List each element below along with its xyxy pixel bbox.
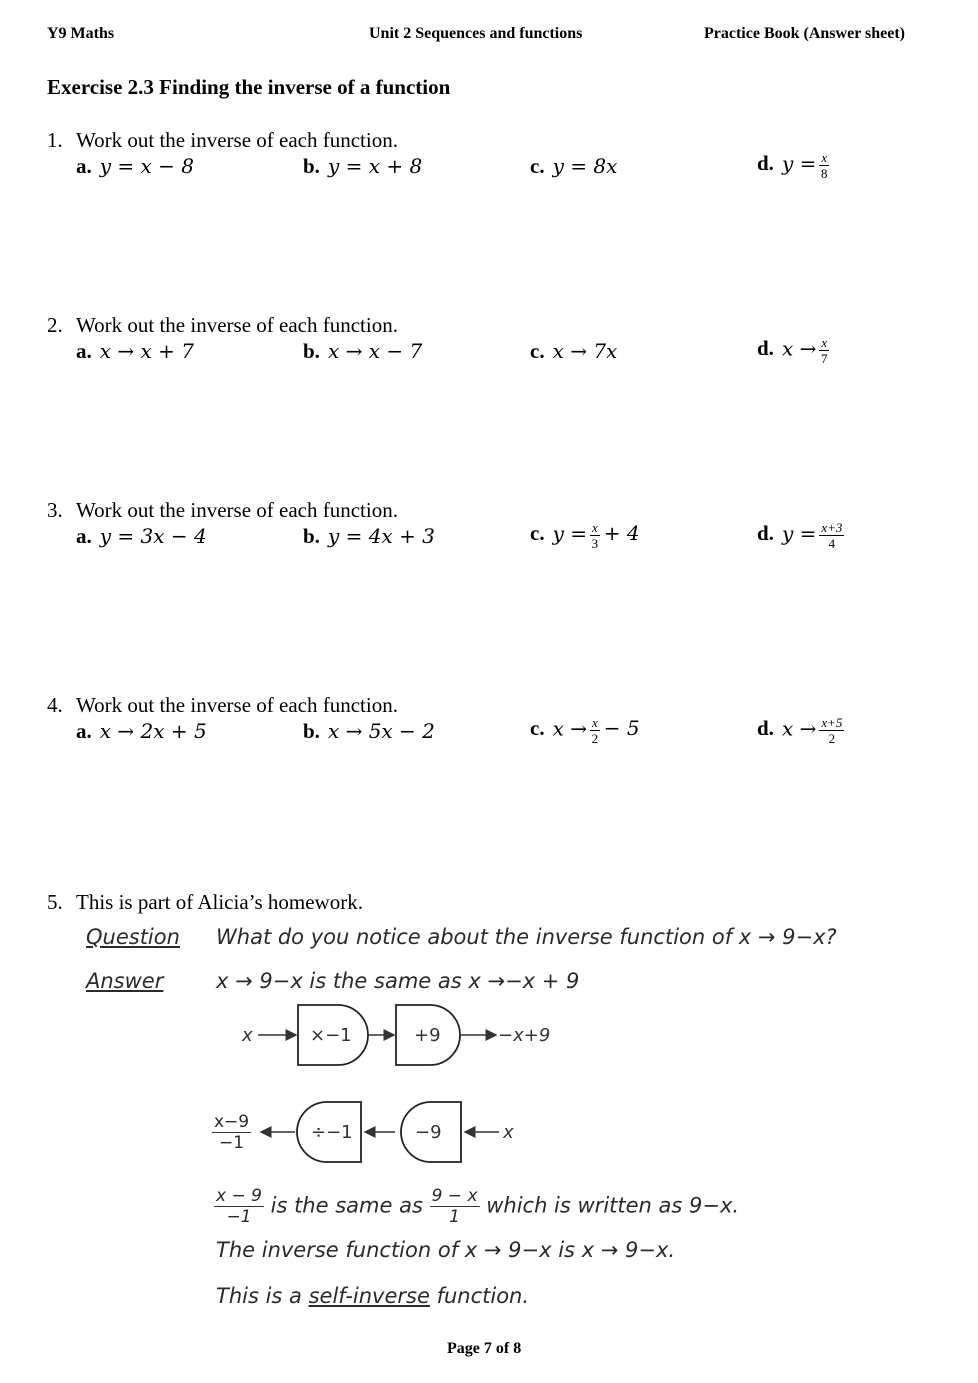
fraction-denominator: 3 [591,536,599,551]
line1-num-1: x − 9 [216,1186,262,1206]
part-label: a. [76,339,92,363]
flow1-box-1-label: ×−1 [310,1025,352,1046]
part-expression: y = 4x + 3 [327,524,435,548]
part-label: b. [303,339,320,363]
question-part [757,335,829,366]
part-fraction [590,715,600,746]
part-expression: x → x + 7 [99,339,194,363]
part-label: d. [757,151,774,176]
header-subject: Y9 Maths [47,25,115,42]
fraction-denominator: 2 [828,731,836,746]
part-fraction [819,520,844,551]
part-label: c. [530,154,545,178]
question-prompt: Work out the inverse of each function. [76,693,398,717]
part-expression: y = x + 8 [327,154,423,178]
question-label-text: Question [86,925,180,949]
question-part [757,520,844,551]
part-expression: x → 7x [552,339,618,363]
part-fraction [590,520,600,551]
flow2-box-1-label: ÷−1 [311,1122,353,1143]
part-label: c. [530,716,545,741]
q5-question-label [86,925,180,949]
question-prompt: Work out the inverse of each function. [76,498,398,522]
line1-den-2: 1 [449,1207,460,1227]
q5-line3 [216,1284,529,1308]
part-expression-prefix: x → [781,336,817,361]
question-number: 2. [47,313,63,337]
part-label: a. [76,154,92,178]
fraction-denominator: 2 [591,731,599,746]
line3-pre: This is a [216,1284,309,1308]
fraction-numerator: x+3 [821,520,843,535]
line1-end-text: which is written as 9−x. [486,1193,740,1218]
part-expression: y = 3x − 4 [99,524,207,548]
part-expression-prefix: y = [552,521,587,546]
line1-mid-text: is the same as [270,1193,423,1218]
q5-number: 5. [47,890,63,914]
part-label: b. [303,154,320,178]
part-expression-suffix: + 4 [603,521,640,546]
part-expression-prefix: y = [781,151,817,176]
flow1-input: x [242,1025,253,1046]
flow2-input: x [503,1122,514,1143]
part-expression: y = x − 8 [99,154,194,178]
flow2-output-num: x−9 [214,1112,250,1132]
line3-post: function. [429,1284,530,1308]
q5-prompt: This is part of Alicia’s homework. [76,890,363,914]
part-label: a. [76,719,92,743]
part-label: c. [530,521,545,546]
question-prompt: Work out the inverse of each function. [76,313,398,337]
part-expression-suffix: − 5 [603,716,640,741]
flow2-output-fraction [212,1112,251,1153]
part-label: b. [303,524,320,548]
fraction-numerator: x+5 [821,715,843,730]
fraction-denominator: 8 [821,166,828,181]
question-number: 4. [47,693,63,717]
line1-fraction-2 [430,1186,480,1227]
part-fraction [819,150,829,181]
question-number: 1. [47,128,63,152]
question-part [530,520,640,551]
flow1-output: −x+9 [498,1025,551,1046]
question-part [757,715,844,746]
line1-fraction-1 [214,1186,264,1227]
part-label: d. [757,716,774,741]
part-expression: x → 2x + 5 [99,719,207,743]
part-label: d. [757,336,774,361]
fraction-numerator: x [591,715,598,730]
answer-label-text: Answer [86,969,164,993]
line1-num-2: 9 − x [431,1186,478,1206]
part-label: a. [76,524,92,548]
question-part [530,339,617,364]
part-fraction [819,715,844,746]
part-label: d. [757,521,774,546]
question-part [76,339,194,364]
fraction-denominator: 4 [828,536,836,551]
part-fraction [819,335,829,366]
q5-answer-label [86,969,163,993]
exercise-title: Exercise 2.3 Finding the inverse of a function [47,75,451,99]
function-machine-inverse [255,1098,535,1166]
fraction-numerator: x [821,335,828,350]
part-expression-prefix: x → [552,716,587,741]
part-label: b. [303,719,320,743]
header-book: Practice Book (Answer sheet) [704,25,905,42]
question-prompt: Work out the inverse of each function. [76,128,398,152]
question-part [530,715,640,746]
question-part [303,154,422,179]
function-machine-forward [230,1000,570,1070]
q5-answer-text: x → 9−x is the same as x →−x + 9 [216,969,580,993]
fraction-numerator: x [821,150,828,165]
flow1-box-2-label: +9 [414,1025,441,1046]
fraction-numerator: x [592,520,598,535]
part-label: c. [530,339,545,363]
question-part [757,150,829,181]
question-part [76,524,207,549]
part-expression-prefix: x → [781,716,817,741]
q5-line2: The inverse function of x → 9−x is x → 9−x. [216,1238,676,1262]
line1-den-1: −1 [226,1207,252,1227]
q5-line1 [214,1186,739,1227]
question-part [303,339,422,364]
question-part [303,524,435,549]
flow2-box-2-label: −9 [415,1122,442,1143]
question-part [303,719,435,744]
q5-question-text: What do you notice about the inverse function of x → 9−x? [216,925,837,949]
question-part [76,154,194,179]
flow2-output-den: −1 [219,1133,245,1153]
header-unit: Unit 2 Sequences and functions [369,25,583,42]
question-part [530,154,617,179]
page-number: Page 7 of 8 [447,1340,522,1357]
part-expression: x → 5x − 2 [327,719,435,743]
part-expression-prefix: y = [781,521,817,546]
question-number: 3. [47,498,63,522]
fraction-denominator: 7 [820,351,828,366]
part-expression: y = 8x [552,154,618,178]
part-expression: x → x − 7 [327,339,423,363]
line3-underlined: self-inverse [308,1284,430,1308]
question-part [76,719,207,744]
